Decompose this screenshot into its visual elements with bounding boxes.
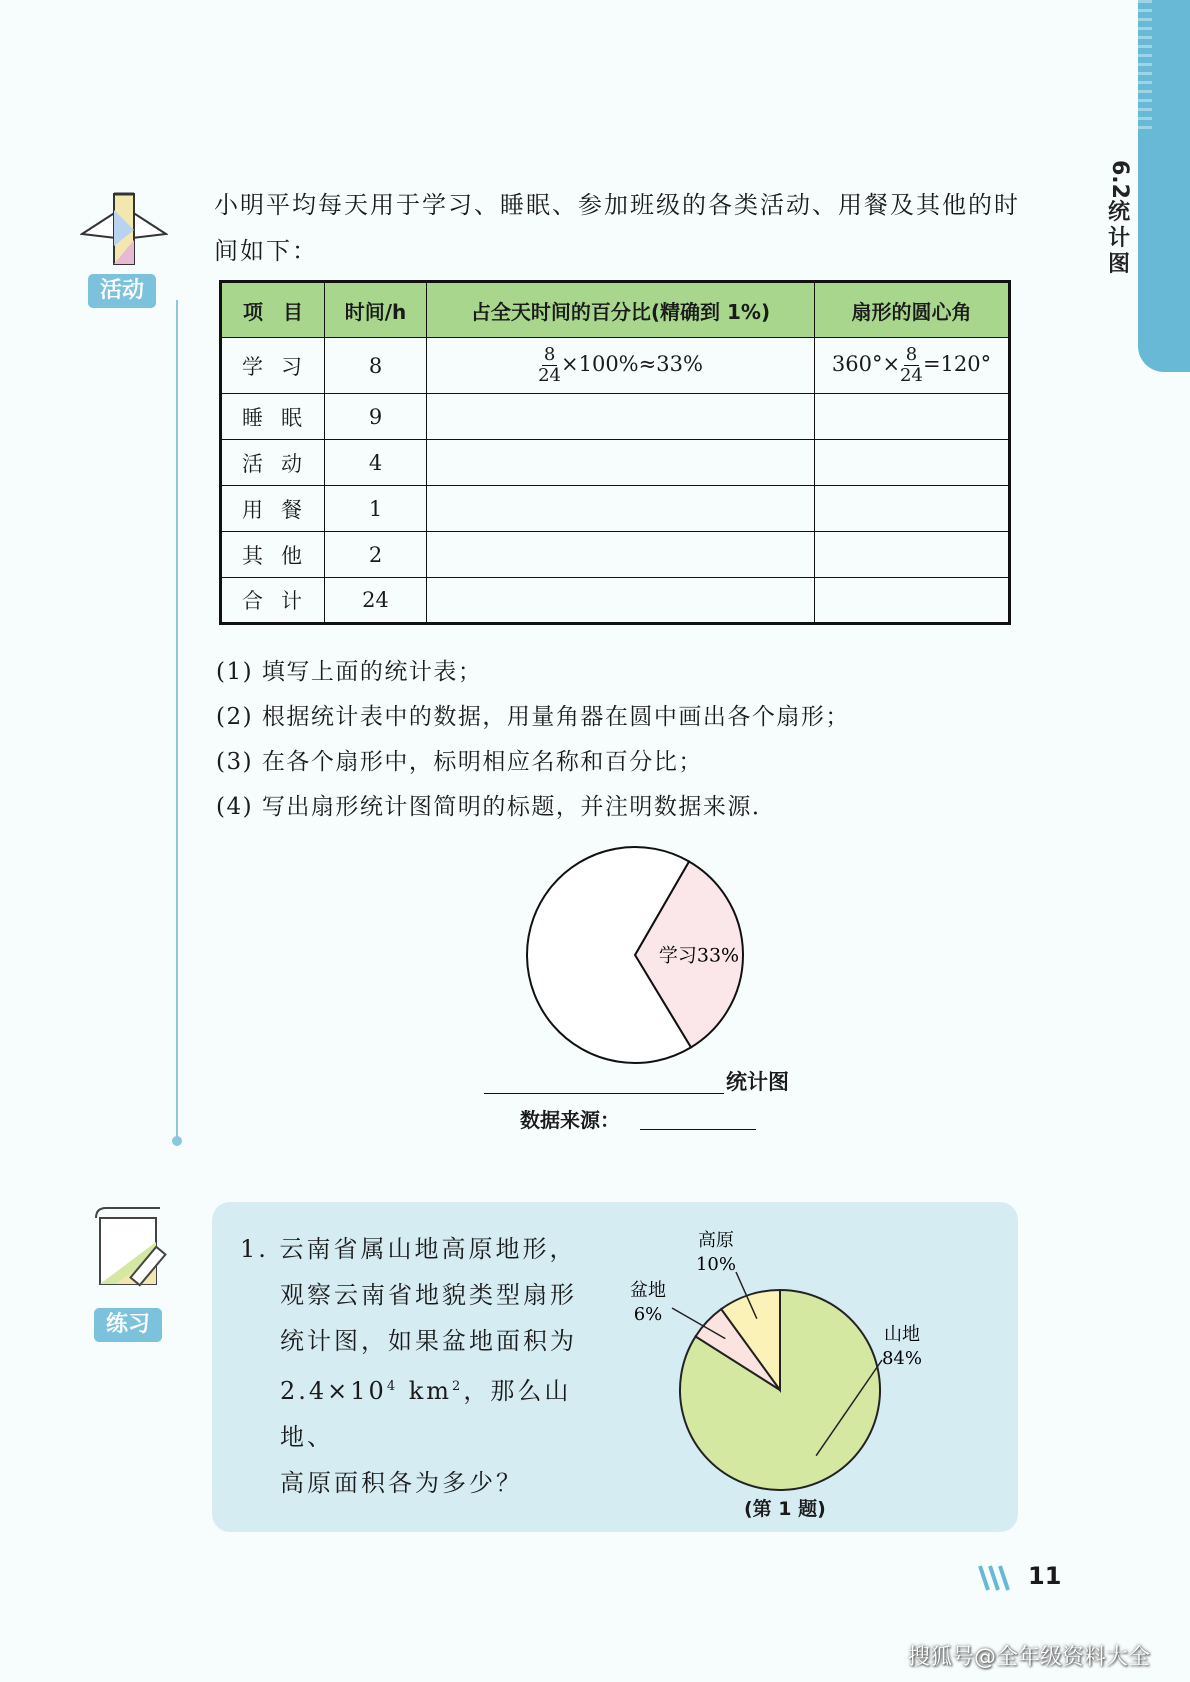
table-row [221, 394, 1010, 440]
activity-divider [176, 300, 178, 1142]
table-row [221, 578, 1010, 624]
row-percent-blank[interactable] [427, 486, 815, 532]
task-list [216, 650, 996, 830]
row-percent-blank[interactable] [427, 394, 815, 440]
question-line: 统计图，如果盆地面积为 [280, 1327, 577, 1355]
activity-pie-chart [520, 840, 750, 1070]
data-source-blank[interactable] [640, 1129, 756, 1130]
practice-badge: 练习 [94, 1308, 162, 1342]
header-percent: 占全天时间的百分比(精确到 1%) [427, 282, 815, 338]
table-row [221, 486, 1010, 532]
page-number-marks-icon [976, 1564, 1024, 1592]
kite-icon [80, 190, 168, 272]
row-hours: 2 [325, 532, 427, 578]
header-angle: 扇形的圆心角 [815, 282, 1010, 338]
question-line: 观察云南省地貌类型扇形 [280, 1281, 577, 1309]
header-hours: 时间/h [325, 282, 427, 338]
row-hours: 8 [325, 338, 427, 394]
row-angle-blank[interactable] [815, 486, 1010, 532]
table-header-row [221, 282, 1010, 338]
row-hours: 1 [325, 486, 427, 532]
activity-divider-end [172, 1136, 182, 1146]
page-number: 11 [1028, 1562, 1062, 1590]
row-hours: 9 [325, 394, 427, 440]
figure-caption: (第 1 题) [744, 1498, 826, 1520]
table-row [221, 532, 1010, 578]
row-item: 用餐 [221, 486, 325, 532]
activity-intro: 小明平均每天用于学习、睡眠、参加班级的各类活动、用餐及其他的时间如下： [214, 191, 1020, 265]
table-row [221, 338, 1010, 394]
row-angle-blank[interactable] [815, 394, 1010, 440]
row-item: 活动 [221, 440, 325, 486]
task-item: (3) 在各个扇形中，标明相应名称和百分比； [216, 749, 703, 775]
chart-title-blank[interactable] [484, 1093, 724, 1094]
question-line: 1. 云南省属山地高原地形， [240, 1235, 577, 1263]
section-side-tab [1138, 0, 1190, 372]
data-source-label: 数据来源： [520, 1108, 620, 1132]
row-percent-blank[interactable] [427, 440, 815, 486]
task-item: (1) 填写上面的统计表； [216, 659, 483, 685]
fraction: $\frac{8}{24}$ [538, 344, 561, 386]
pie-slice-percent: 84% [881, 1348, 923, 1369]
side-tab-decoration [1138, 0, 1152, 150]
section-label [1106, 160, 1132, 278]
pie-slice-percent: 6% [633, 1304, 663, 1325]
section-title: 统计图 [1107, 200, 1130, 277]
row-percent-blank[interactable] [427, 578, 815, 624]
header-item: 项 目 [221, 282, 325, 338]
landform-pie-chart [620, 1210, 980, 1500]
row-percent-blank[interactable] [427, 532, 815, 578]
notepad-pencil-icon [86, 1202, 176, 1292]
pie-slice-label: 盆地 [630, 1280, 666, 1301]
pie-slice-label: 学习33% [658, 944, 740, 967]
row-item: 学习 [221, 338, 325, 394]
row-item: 其他 [221, 532, 325, 578]
row-angle-blank[interactable] [815, 440, 1010, 486]
task-item: (2) 根据统计表中的数据，用量角器在圆中画出各个扇形； [216, 704, 850, 730]
row-percent-example: $\frac{8}{24}$ ×100%≈33% [427, 338, 815, 394]
pie-slice-percent: 10% [695, 1254, 737, 1275]
row-hours: 4 [325, 440, 427, 486]
time-stats-table [219, 280, 1011, 625]
pie-slice-label: 高原 [698, 1230, 734, 1251]
row-angle-blank[interactable] [815, 578, 1010, 624]
task-item: (4) 写出扇形统计图简明的标题，并注明数据来源． [216, 794, 777, 820]
pie-slice-label: 山地 [884, 1324, 920, 1345]
row-angle-example: 360°× $\frac{8}{24}$ =120° [815, 338, 1010, 394]
row-hours: 24 [325, 578, 427, 624]
practice-question [240, 1226, 610, 1506]
table-row [221, 440, 1010, 486]
activity-badge: 活动 [88, 274, 156, 308]
watermark: 搜狐号@全年级资料大全 [908, 1645, 1151, 1670]
question-line: $2.4\times 10^4$ $km^2$，那么山地、 [280, 1377, 572, 1451]
section-number: 6.2 [1107, 160, 1132, 199]
fraction: $\frac{8}{24}$ [900, 344, 923, 386]
row-angle-blank[interactable] [815, 532, 1010, 578]
row-item: 睡眠 [221, 394, 325, 440]
chart-title-suffix: 统计图 [726, 1070, 789, 1094]
question-line: 高原面积各为多少？ [280, 1469, 523, 1497]
row-item: 合计 [221, 578, 325, 624]
